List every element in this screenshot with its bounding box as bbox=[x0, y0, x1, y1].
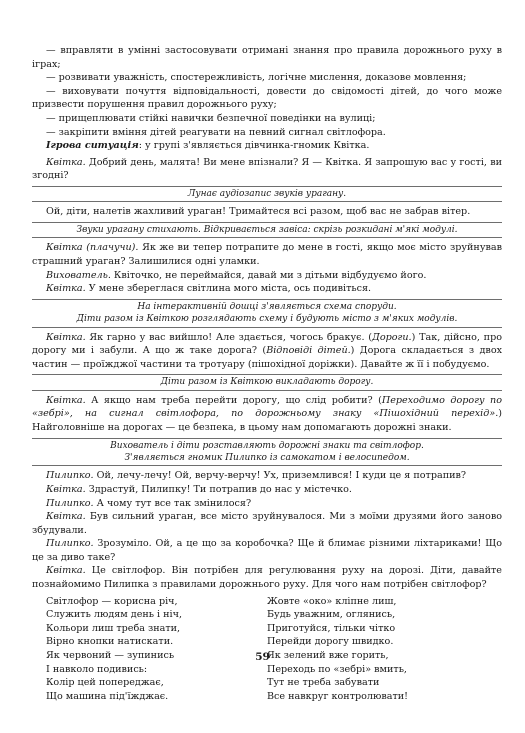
dialogue-line: Пилипко. Зрозуміло. Ой, а це що за коробочка? Ще й блимає різними ліхтариками! Що це за диво таке? bbox=[32, 538, 502, 563]
goal-item: — розвивати уважність, спостережливість, логічне мислення, доказове мовлення; bbox=[46, 72, 467, 84]
goal-item: — прищеплювати стійкі навички безпечної поведінки на вулиці; bbox=[46, 112, 376, 124]
dialogue-line: Квітка. А якщо нам треба перейти дорогу, що слід робити? (Переходимо дорогу по «зебрі», на сигнал світлофора, по дорожньому знаку «Пішохідний перехід».) Найголовніше на дорогах — це безпека, в цьому нам допомагають дорожні знаки. bbox=[32, 394, 503, 433]
poem-line: Переходь по «зебрі» вмить, bbox=[267, 663, 407, 675]
poem-line: Тут не треба забувати bbox=[267, 677, 380, 689]
stage-direction: Звуки урагану стихають. Відкривається завіса: скрізь розкидані м'які модулі. bbox=[32, 222, 502, 238]
stage-direction: Лунає аудіозапис звуків урагану. bbox=[32, 186, 502, 202]
game-situation-text: : у групі з'являється дівчинка-гномик Квітка. bbox=[138, 140, 370, 152]
dialogue-line: Пилипко. Ой, лечу-лечу! Ой, верчу-верчу! Ух, приземлився! І куди це я потрапив? bbox=[46, 470, 467, 482]
speaker-note: (плачучи). bbox=[82, 242, 139, 254]
speaker: Квітка. bbox=[46, 483, 86, 495]
dialogue-line: Пилипко. А чому тут все так змінилося? bbox=[46, 497, 252, 509]
poem-line: Все навкруг контролювати! bbox=[267, 690, 409, 702]
dialogue-line: Квітка. Як гарно у вас вийшло! Але здається, чогось бракує. (Дороги.) Так, дійсно, про дорогу ми і забули. А що ж таке дорога? (Відповіді дітей.) Дорога складається з двох частин — проїжджої частини та тротуару (пішохідної доріжки). Давайте ж її і побудуємо. bbox=[32, 331, 503, 370]
dialogue-line: Квітка (плачучи). Як же ви тепер потрапите до мене в гості, якщо моє місто зруйнував страшний ураган? Залишилися одні уламки. bbox=[32, 242, 502, 267]
dialogue-line: Квітка. Добрий день, малята! Ви мене впізнали? Я — Квітка. Я запрошую вас у гості, ви згодні? bbox=[32, 156, 502, 182]
poem-line: Як червоний — зупинись bbox=[46, 650, 175, 662]
goal-item: — закріпити вміння дітей реагувати на певний сигнал світлофора. bbox=[46, 126, 386, 138]
speaker: Квітка. bbox=[46, 511, 86, 523]
speaker: Квітка. bbox=[46, 565, 86, 577]
poem-line: Що машина під'їжджає. bbox=[46, 690, 169, 702]
poem-line: Колір цей попереджає, bbox=[46, 677, 164, 689]
speaker: Пилипко. bbox=[46, 538, 94, 550]
poem-line: Будь уважним, оглянись, bbox=[267, 609, 396, 621]
dialogue-line: Квітка. Це світлофор. Він потрібен для регулювання руху на дорозі. Діти, давайте познайомимо Пилипка з правилами дорожнього руху. Для чого нам потрібен світлофор? bbox=[32, 565, 502, 591]
page-content bbox=[32, 44, 502, 733]
speaker: Вихователь. bbox=[46, 269, 111, 281]
poem-line: Перейди дорогу швидко. bbox=[267, 636, 394, 648]
stage-direction: На інтерактивній дошці з'являється схема споруди. Діти разом із Квіткою розглядають схему і будують місто з м'яких модулів. bbox=[32, 299, 502, 328]
poem-line: Кольори лиш треба знати, bbox=[46, 622, 181, 634]
poem-line: Жовте «око» кліпне лиш, bbox=[267, 595, 397, 607]
dialogue-line: Вихователь. Квіточко, не переймайся, давай ми з дітьми відбудуємо його. bbox=[46, 269, 427, 281]
poem-line: І навколо подивись: bbox=[46, 663, 148, 675]
goal-item: — вправляти в умінні застосовувати отримані знання про правила дорожнього руху в іграх; bbox=[32, 45, 502, 70]
stage-direction: Вихователь і діти розставляють дорожні знаки та світлофор. З'являється гномик Пилипко із самокатом і велосипедом. bbox=[32, 438, 502, 467]
dialogue-line: Квітка. Здрастуй, Пилипку! Ти потрапив до нас у містечко. bbox=[46, 483, 352, 495]
poem bbox=[32, 595, 502, 733]
poem-line: Як зелений вже горить, bbox=[267, 650, 389, 662]
poem-left-column bbox=[46, 595, 182, 704]
page-number: 59 bbox=[255, 651, 270, 663]
speaker: Квітка. bbox=[46, 394, 86, 406]
poem-line: Вірно кнопки натискати. bbox=[46, 636, 174, 648]
goal-item: — виховувати почуття відповідальності, довести до свідомості дітей, до чого може призвести порушення правил дорожнього руху; bbox=[32, 85, 502, 111]
speaker: Пилипко. bbox=[46, 470, 94, 482]
stage-direction: Діти разом із Квіткою викладають дорогу. bbox=[32, 374, 502, 390]
speaker: Квітка bbox=[46, 242, 83, 254]
speaker: Квітка. bbox=[46, 331, 86, 343]
poem-line: Служить людям день і ніч, bbox=[46, 609, 183, 621]
poem-right-column bbox=[267, 595, 408, 704]
dialogue-line: Квітка. У мене збереглася світлина мого міста, ось подивіться. bbox=[46, 283, 372, 295]
poem-line: Приготуйся, тільки чітко bbox=[267, 622, 396, 634]
speaker: Квітка. bbox=[46, 156, 86, 168]
speaker: Квітка. bbox=[46, 283, 86, 295]
dialogue-line: Ой, діти, налетів жахливий ураган! Тримайтеся всі разом, щоб вас не забрав вітер. bbox=[46, 206, 471, 218]
game-situation bbox=[32, 139, 502, 153]
dialogue-line: Квітка. Був сильний ураган, все місто зруйнувалося. Ми з моїми друзями його заново збудували. bbox=[32, 511, 502, 536]
speaker: Пилипко. bbox=[46, 497, 94, 509]
game-situation-label: Ігрова ситуація bbox=[46, 140, 139, 152]
poem-line: Світлофор — корисна річ, bbox=[46, 595, 178, 607]
